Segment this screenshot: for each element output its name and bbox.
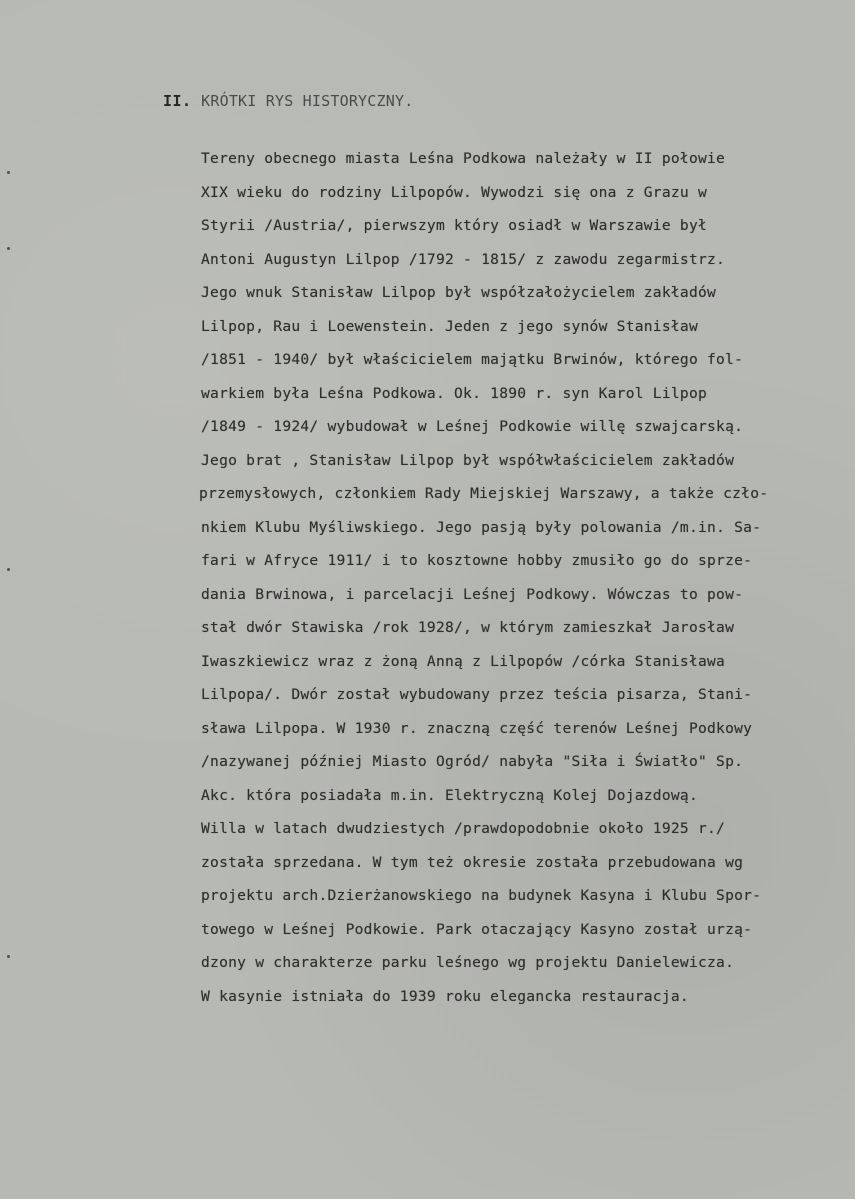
text-line: dania Brwinowa, i parcelacji Leśnej Podkowy. Wówczas to pow- — [201, 585, 744, 603]
text-line: dzony w charakterze parku leśnego wg projektu Danielewicza. — [201, 954, 735, 971]
section-title: KRÓTKI RYS HISTORYCZNY. — [201, 92, 414, 110]
text-line: została sprzedana. W tym też okresie została przebudowana wg — [201, 853, 744, 871]
section-number: II. — [163, 92, 192, 110]
text-line: towego w Leśnej Podkowie. Park otaczający Kasyno został urzą- — [201, 920, 753, 938]
text-line: /nazywanej później Miasto Ogród/ nabyła "Siła i Światło" Sp. — [201, 753, 744, 770]
text-line: Styrii /Austria/, pierwszym który osiadł w Warszawie był — [201, 217, 708, 234]
margin-mark — [7, 568, 10, 571]
text-line: Tereny obecnego miasta Leśna Podkowa należały w II połowie — [201, 150, 726, 167]
text-line: /1849 - 1924/ wybudował w Leśnej Podkowie willę szwajcarską. — [201, 418, 744, 435]
text-line: Lilpop, Rau i Loewenstein. Jeden z jego synów Stanisław — [201, 317, 698, 335]
text-line: stał dwór Stawiska /rok 1928/, w którym zamieszkał Jarosław — [201, 619, 735, 636]
text-line: nkiem Klubu Myśliwskiego. Jego pasją były polowania /m.in. Sa- — [201, 518, 762, 536]
text-line: W kasynie istniała do 1939 roku elegancka restauracja. — [201, 987, 689, 1005]
text-line: XIX wieku do rodziny Lilpopów. Wywodzi się ona z Grazu w — [201, 183, 708, 201]
text-line: warkiem była Leśna Podkowa. Ok. 1890 r. syn Karol Lilpop — [201, 384, 708, 402]
text-line: przemysłowych, członkiem Rady Miejskiej Warszawy, a także czło- — [199, 485, 769, 502]
text-line: Akc. która posiadała m.in. Elektryczną Kolej Dojazdową. — [201, 786, 698, 804]
text-line: Jego wnuk Stanisław Lilpop był współzałożycielem zakładów — [201, 284, 717, 301]
text-line: Willa w latach dwudziestych /prawdopodobnie około 1925 r./ — [201, 820, 726, 837]
text-line: fari w Afryce 1911/ i to kosztowne hobby zmusiło go do sprze- — [201, 552, 753, 569]
text-line: /1851 - 1940/ był właścicielem majątku Brwinów, którego fol- — [201, 351, 744, 368]
text-line: Lilpopa/. Dwór został wybudowany przez teścia pisarza, Stani- — [201, 686, 753, 703]
text-line: Iwaszkiewicz wraz z żoną Anną z Lilpopów /córka Stanisława — [201, 652, 726, 670]
text-line: Jego brat , Stanisław Lilpop był współwłaścicielem zakładów — [201, 451, 735, 469]
text-line: sława Lilpopa. W 1930 r. znaczną część terenów Leśnej Podkowy — [201, 719, 753, 737]
margin-mark — [7, 955, 10, 958]
text-line: projektu arch.Dzierżanowskiego na budynek Kasyna i Klubu Spor- — [201, 887, 762, 904]
section-heading — [163, 92, 413, 110]
text-line: Antoni Augustyn Lilpop /1792 - 1815/ z zawodu zegarmistrz. — [201, 250, 726, 268]
margin-mark — [7, 171, 10, 174]
margin-mark — [7, 247, 10, 250]
